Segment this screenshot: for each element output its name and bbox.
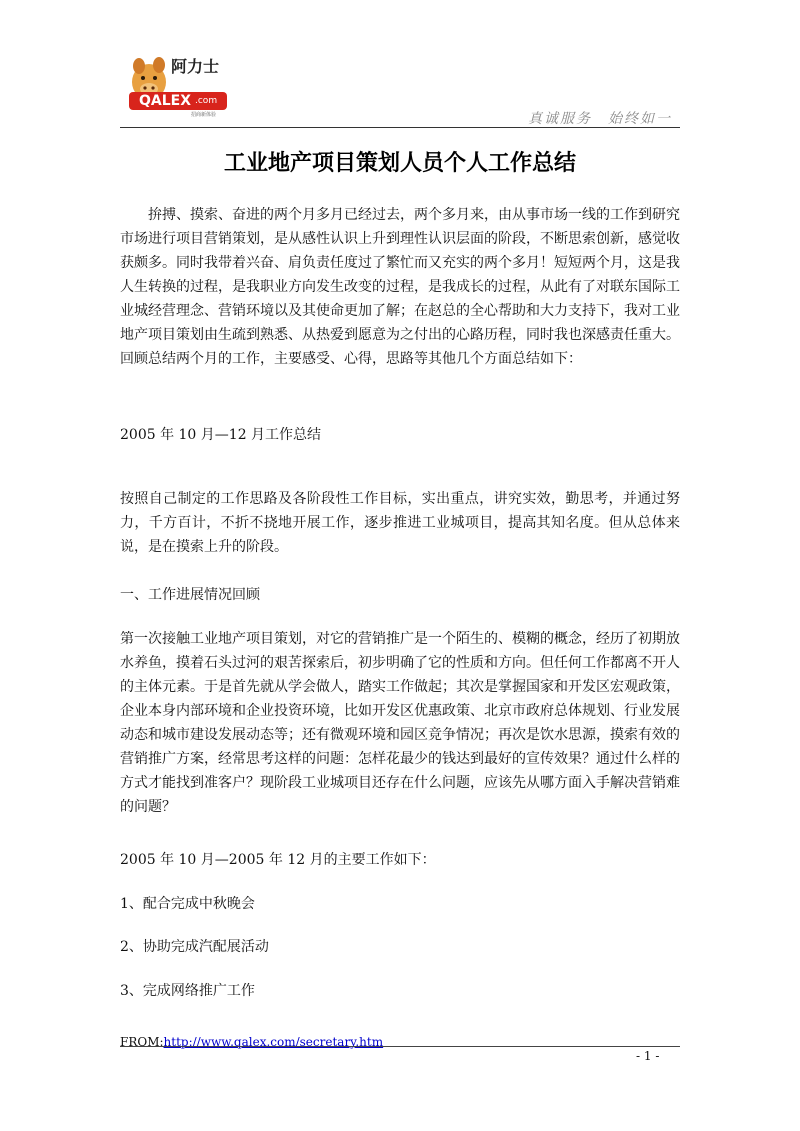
period-heading: 2005 年 10 月—12 月工作总结 (120, 427, 322, 443)
logo-brand-text: QALEX (139, 93, 192, 109)
section1-body: 第一次接触工业地产项目策划，对它的营销推广是一个陌生的、模糊的概念，经历了初期放水养鱼，摸着石头过河的艰苦探索后，初步明确了它的性质和方向。但任何工作都离不开人的主体元素。于是首先就从学会做人，踏实工作做起；其次是掌握国家和开发区宏观政策，企业本身内部环境和企业投资环境，比如开发区优惠政策、北京市政府总体规划、行业发展动态和城市建设发展动态等；还有微观环境和园区竞争情况；再次是饮水思源，摸索有效的营销推广方案，经常思考这样的问题：怎样花最少的钱达到最好的宣传效果？通过什么样的方式才能找到准客户？现阶段工业城项目还存在什么问题，应该先从哪方面入手解决营销难的问题？ (120, 631, 680, 815)
page-number: - 1 - (636, 1049, 660, 1063)
footer-url-link[interactable]: http://www.qalex.com/secretary.htm (163, 1035, 384, 1049)
document-title: 工业地产项目策划人员个人工作总结 (223, 151, 576, 176)
logo-tagline: 招商新体验 (191, 112, 217, 118)
section1-heading: 一、工作进展情况回顾 (120, 587, 260, 603)
intro-paragraph: 拚搏、摸索、奋进的两个月多月已经过去，两个多月来，由从事市场一线的工作到研究市场进行项目营销策划，是从感性认识上升到理性认识层面的阶段，不断思索创新，感觉收获颇多。同时我带着兴奋、肩负责任度过了繁忙而又充实的两个多月！短短两个月，这是我人生转换的过程，是我职业方向发生改变的过程，是我成长的过程，从此有了对联东国际工业城经营理念、营销环境以及其使命更加了解；在赵总的全心帮助和大力支持下，我对工业地产项目策划由生疏到熟悉、从热爱到愿意为之付出的心路历程，同时我也深感责任重大。回顾总结两个月的工作，主要感受、心得，思路等其他几个方面总结如下： (120, 207, 680, 367)
task-item-2: 2、协助完成汽配展活动 (120, 939, 269, 955)
logo-chinese-text: 阿力士 (171, 57, 220, 76)
overview-paragraph: 按照自己制定的工作思路及各阶段性工作目标，实出重点，讲究实效，勤思考，并通过努力，千方百计，不折不挠地开展工作，逐步推进工业城项目，提高其知名度。但从总体来说，是在摸索上升的阶段。 (120, 491, 680, 555)
qalex-logo (127, 52, 229, 118)
header-slogan: 真诚服务 始终如一 (528, 111, 672, 127)
footer-from-label: FROM: (120, 1035, 164, 1049)
task-item-1: 1、配合完成中秋晚会 (120, 896, 255, 912)
task-item-3: 3、完成网络推广工作 (120, 983, 255, 999)
tasks-heading: 2005 年 10 月—2005 年 12 月的主要工作如下： (120, 852, 436, 868)
footer-divider (120, 1046, 680, 1047)
header-divider (120, 127, 680, 128)
logo-brand-suffix: .com (195, 96, 218, 106)
